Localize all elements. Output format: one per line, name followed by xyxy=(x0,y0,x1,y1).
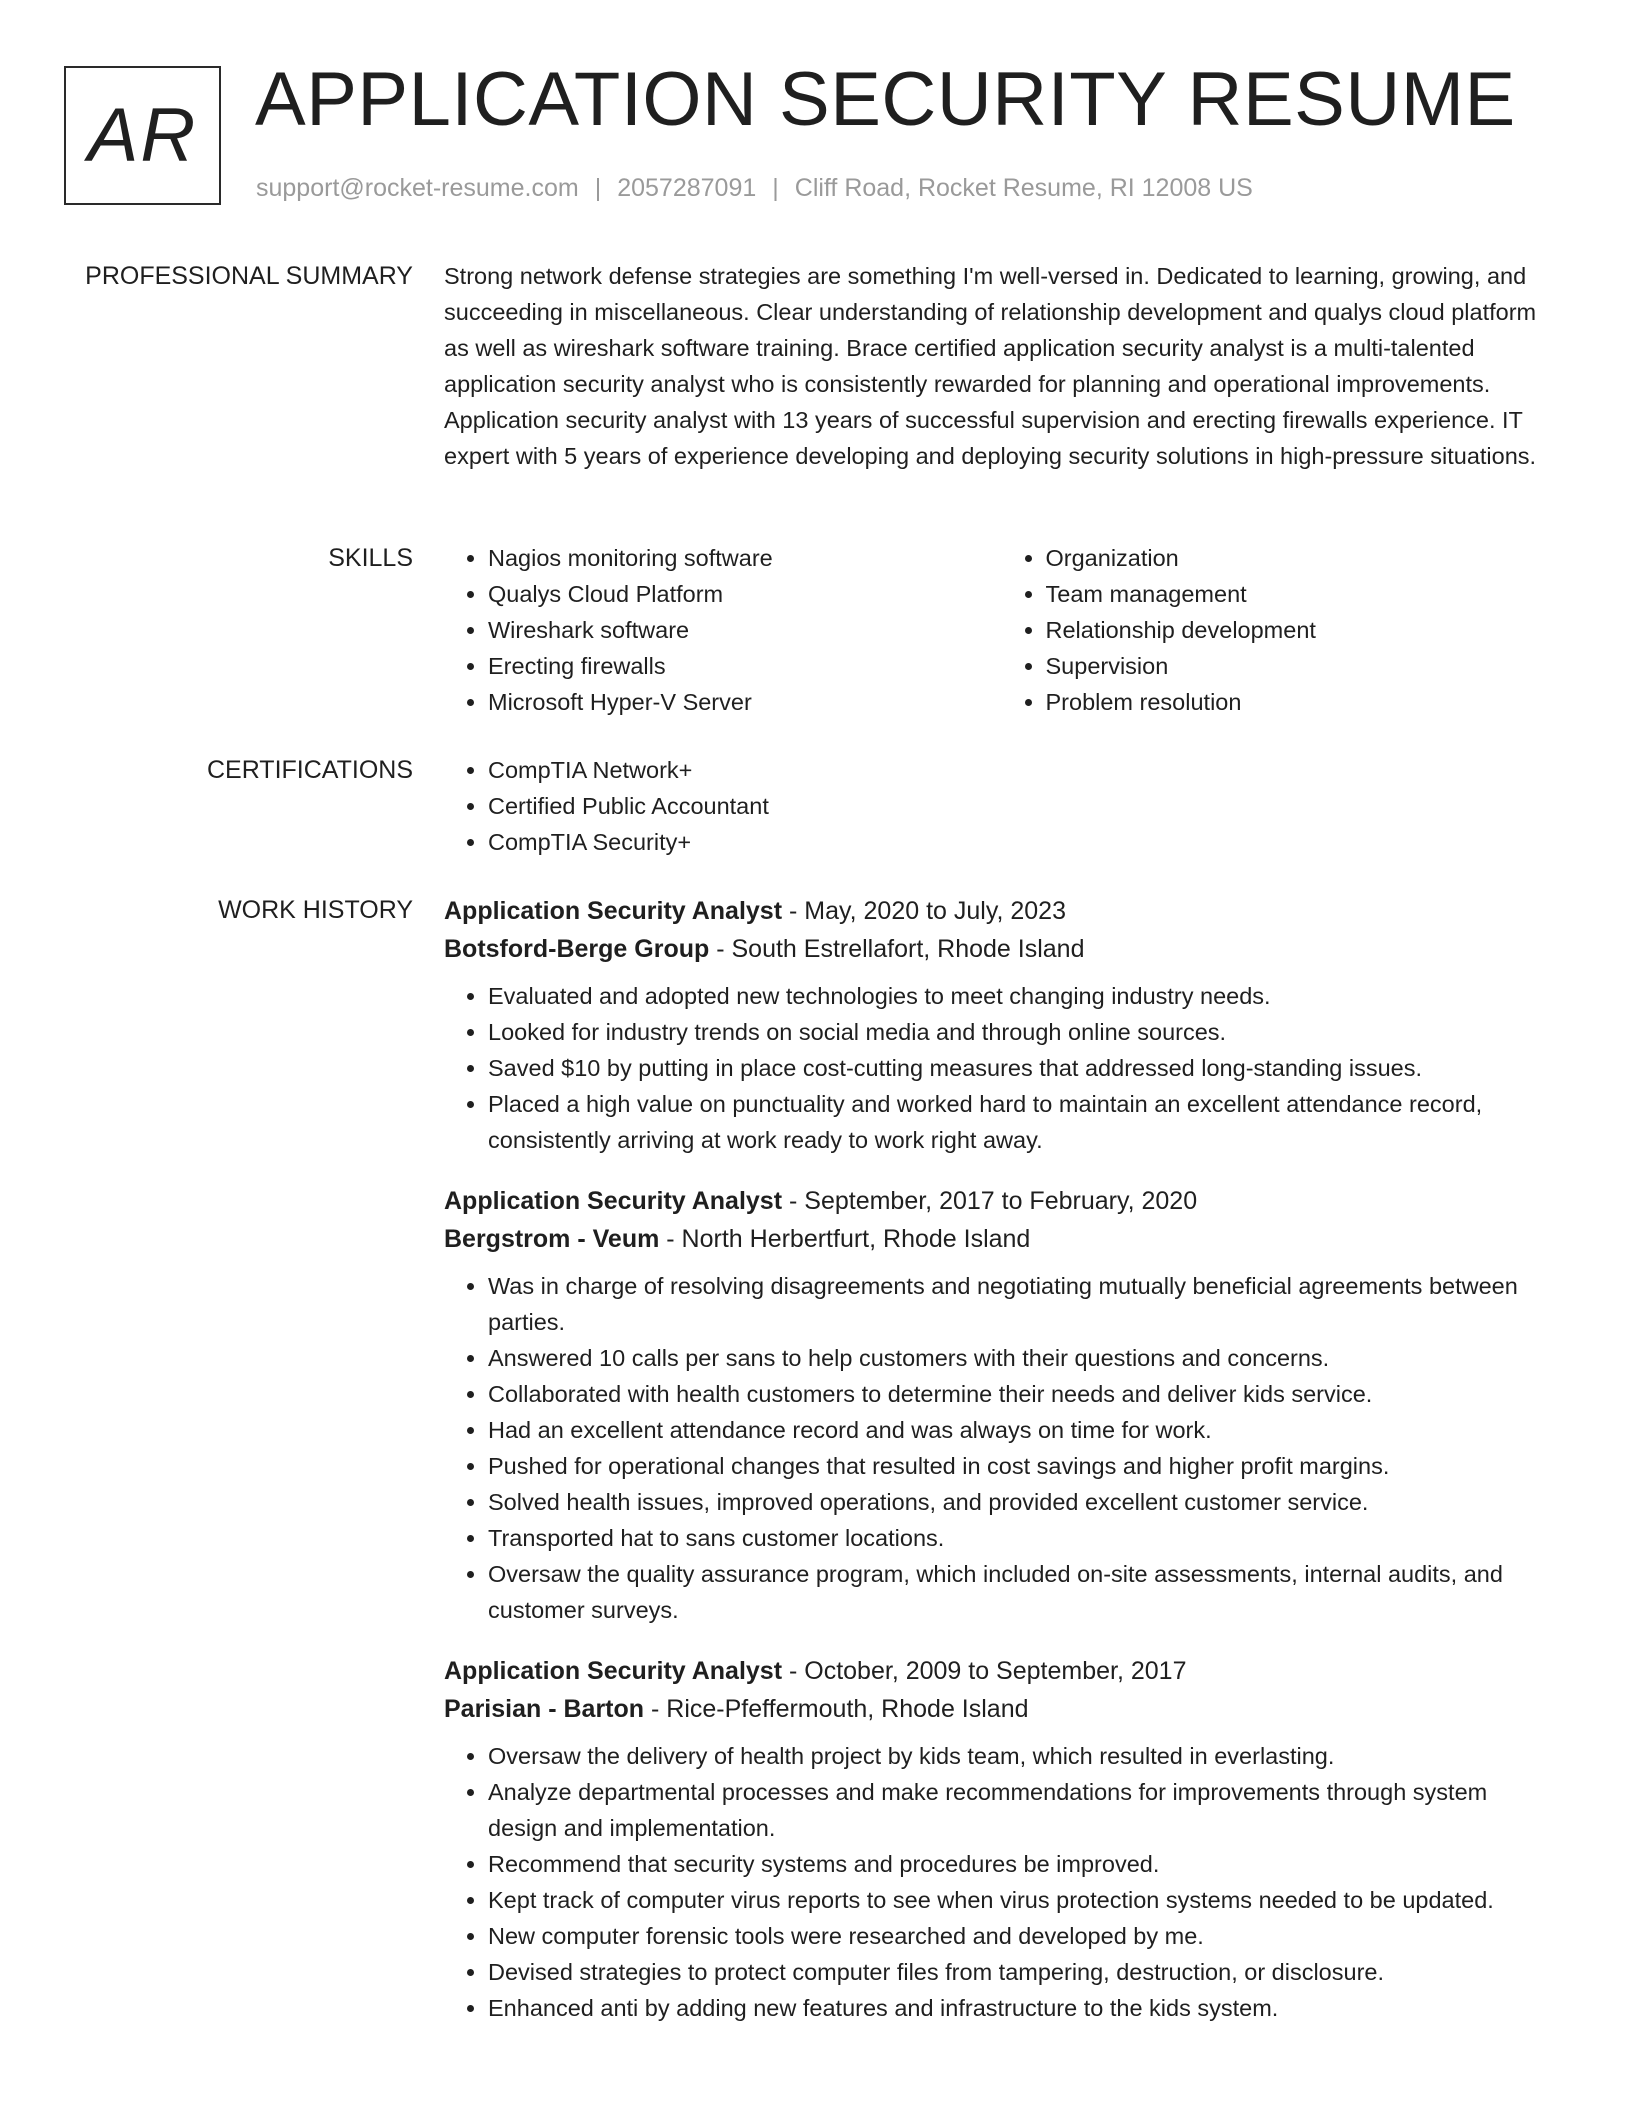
job-company-line xyxy=(444,930,1559,968)
summary-text: Strong network defense strategies are something I'm well-versed in. Dedicated to learning, growing, and succeeding in miscellaneous. Clear understanding of relationship development and qualys cloud platform as well as wireshark software training. Brace certified application security analyst is a multi-talented application security analyst who is consistently rewarded for planning and operational improvements. Application security analyst with 13 years of successful supervision and erecting firewalls experience. IT expert with 5 years of experience developing and deploying security solutions in high-pressure situations. xyxy=(444,263,1537,469)
skills-list-left xyxy=(444,540,1002,720)
job-title-line xyxy=(444,1182,1559,1220)
skills-grid xyxy=(444,540,1559,720)
contact-phone[interactable]: 2057287091 xyxy=(617,174,757,202)
job-company: Bergstrom - Veum xyxy=(444,1225,660,1253)
skills-list-right xyxy=(1002,540,1560,720)
job-bullet: • Transported hat to sans customer locations. xyxy=(488,1520,1559,1556)
job-bullet: • Recommend that security systems and procedures be improved. xyxy=(488,1846,1559,1882)
skill-item: • Organization xyxy=(1046,540,1560,576)
job-company: Botsford-Berge Group xyxy=(444,935,710,963)
job-company-line xyxy=(444,1220,1559,1258)
job-bullet: • Oversaw the delivery of health project by kids team, which resulted in everlasting. xyxy=(488,1738,1559,1774)
job-bullets xyxy=(444,978,1559,1158)
skill-item: • Wireshark software xyxy=(488,612,1002,648)
job-bullet: • Kept track of computer virus reports to see when virus protection systems needed to be updated. xyxy=(488,1882,1559,1918)
job-bullets xyxy=(444,1738,1559,2026)
job-bullets xyxy=(444,1268,1559,1628)
job-bullet: • Placed a high value on punctuality and worked hard to maintain an excellent attendance record, consistently arriving at work ready to work right away. xyxy=(488,1086,1559,1158)
job-bullet: • Devised strategies to protect computer files from tampering, destruction, or disclosure. xyxy=(488,1954,1559,1990)
skill-item: • Microsoft Hyper-V Server xyxy=(488,684,1002,720)
job-entry xyxy=(444,892,1559,1158)
job-bullet: • Looked for industry trends on social media and through online sources. xyxy=(488,1014,1559,1050)
skill-item: • Supervision xyxy=(1046,648,1560,684)
job-title: Application Security Analyst xyxy=(444,897,783,925)
job-bullet: • Analyze departmental processes and make recommendations for improvements through system design and implementation. xyxy=(488,1774,1559,1846)
job-bullet: • Enhanced anti by adding new features and infrastructure to the kids system. xyxy=(488,1990,1559,2026)
job-bullet: • Answered 10 calls per sans to help customers with their questions and concerns. xyxy=(488,1340,1559,1376)
job-dates: - October, 2009 to September, 2017 xyxy=(782,1657,1187,1685)
job-bullet: • New computer forensic tools were researched and developed by me. xyxy=(488,1918,1559,1954)
job-location: - North Herbertfurt, Rhode Island xyxy=(659,1225,1031,1253)
job-bullet: • Oversaw the quality assurance program, which included on-site assessments, internal audits, and customer surveys. xyxy=(488,1556,1559,1628)
job-company: Parisian - Barton xyxy=(444,1695,645,1723)
skill-item: • Nagios monitoring software xyxy=(488,540,1002,576)
certifications-heading: CERTIFICATIONS xyxy=(206,756,413,784)
job-dates: - May, 2020 to July, 2023 xyxy=(782,897,1066,925)
job-title: Application Security Analyst xyxy=(444,1657,783,1685)
skills-heading: SKILLS xyxy=(328,544,413,572)
skill-item: • Team management xyxy=(1046,576,1560,612)
job-bullet: • Evaluated and adopted new technologies to meet changing industry needs. xyxy=(488,978,1559,1014)
job-entry xyxy=(444,1652,1559,2026)
job-bullet: • Saved $10 by putting in place cost-cutting measures that addressed long-standing issues. xyxy=(488,1050,1559,1086)
monogram: AR xyxy=(64,66,221,205)
job-company-line xyxy=(444,1690,1559,1728)
job-bullet: • Collaborated with health customers to determine their needs and deliver kids service. xyxy=(488,1376,1559,1412)
contact-separator: | xyxy=(594,174,602,202)
work-history-body xyxy=(444,892,1559,2050)
job-location: - South Estrellafort, Rhode Island xyxy=(709,935,1085,963)
certifications-body xyxy=(444,752,1559,860)
job-entry xyxy=(444,1182,1559,1628)
certifications-list xyxy=(444,752,1559,860)
job-bullet: • Pushed for operational changes that resulted in cost savings and higher profit margins. xyxy=(488,1448,1559,1484)
job-bullet: • Had an excellent attendance record and was always on time for work. xyxy=(488,1412,1559,1448)
job-bullet: • Solved health issues, improved operations, and provided excellent customer service. xyxy=(488,1484,1559,1520)
summary-heading: PROFESSIONAL SUMMARY xyxy=(85,262,413,290)
certification-item: • CompTIA Network+ xyxy=(488,752,1559,788)
job-dates: - September, 2017 to February, 2020 xyxy=(782,1187,1198,1215)
job-title-line xyxy=(444,892,1559,930)
contact-email[interactable]: support@rocket-resume.com xyxy=(256,174,579,202)
contact-line xyxy=(256,174,1253,203)
job-title-line xyxy=(444,1652,1559,1690)
skill-item: • Problem resolution xyxy=(1046,684,1560,720)
skill-item: • Relationship development xyxy=(1046,612,1560,648)
job-location: - Rice-Pfeffermouth, Rhode Island xyxy=(644,1695,1029,1723)
skill-item: • Qualys Cloud Platform xyxy=(488,576,1002,612)
page-title: APPLICATION SECURITY RESUME xyxy=(255,57,1516,142)
work-history-heading: WORK HISTORY xyxy=(218,896,413,924)
contact-separator: | xyxy=(772,174,779,202)
job-bullet: • Was in charge of resolving disagreements and negotiating mutually beneficial agreements between parties. xyxy=(488,1268,1559,1340)
job-title: Application Security Analyst xyxy=(444,1187,783,1215)
certification-item: • CompTIA Security+ xyxy=(488,824,1559,860)
skill-item: • Erecting firewalls xyxy=(488,648,1002,684)
certification-item: • Certified Public Accountant xyxy=(488,788,1559,824)
contact-address: Cliff Road, Rocket Resume, RI 12008 US xyxy=(794,174,1253,202)
